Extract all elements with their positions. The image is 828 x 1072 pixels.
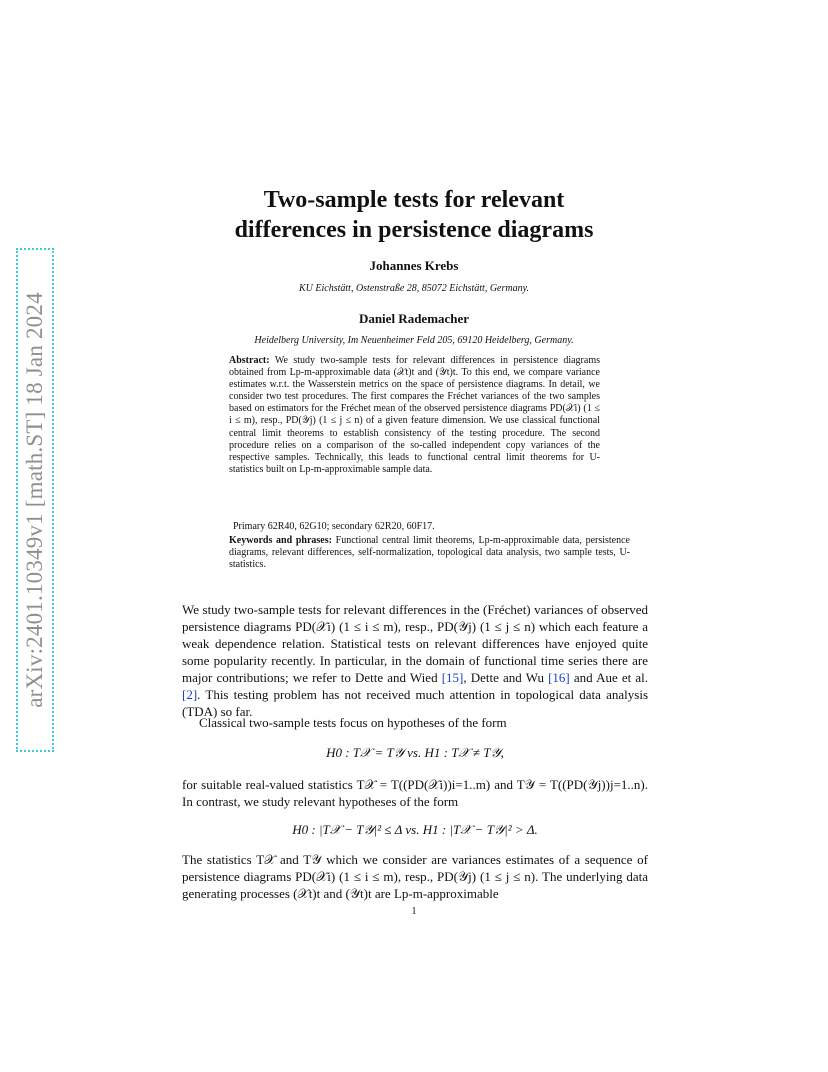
affiliation-2: Heidelberg University, Im Neuenheimer Feld 205, 69120 Heidelberg, Germany.: [254, 335, 574, 346]
citation-16[interactable]: [16]: [548, 670, 570, 685]
citation-15[interactable]: [15]: [441, 670, 464, 685]
keywords-text: Functional central limit theorems, Lp-m-approximable data, persistence diagrams, relevant differences, self-normalization, topological data analysis, two sample tests, U-statistics.: [229, 535, 630, 570]
author-1: Johannes Krebs: [369, 258, 459, 273]
para1-text-d: . This testing problem has not received much attention in topological data analysis (TDA) so far.: [182, 687, 648, 719]
abstract: [229, 355, 600, 476]
affiliation-1: KU Eichstätt, Ostenstraße 28, 85072 Eichstätt, Germany.: [299, 283, 529, 294]
paper-title: [170, 185, 658, 245]
intro-paragraph-4: The statistics T𝒳 and T𝒴 which we consider are variances estimates of a sequence of persistence diagrams PD(𝒳i) (1 ≤ i ≤ m), resp., PD(𝒴j) (1 ≤ j ≤ n). The underlying data generating processes (𝒳t)t and (𝒴t)t are Lp-m-approximable: [182, 852, 648, 901]
abstract-text: We study two-sample tests for relevant differences in persistence diagrams obtained from Lp-m-approximable data (𝒳t)t and (𝒴t)t. To this end, we compare variance estimates w.r.t. the Wasserstein metrics on the space of persistence diagrams. In detail, we consider two test procedures. The first compares the Fréchet variances of the two samples based on estimators for the Fréchet mean of the observed persistence diagrams PD(𝒳i) (1 ≤ i ≤ m), resp., PD(𝒴j) (1 ≤ j ≤ n) of a given feature dimension. We use classical functional central limit theorems to establish consistency of the testing procedure. The second procedure relies on a comparison of the so-called independent copy variances of the respective samples. Technically, this leads to functional central limit theorems for U-statistics built on Lp-m-approximable sample data.: [229, 355, 600, 475]
title-line-1: Two-sample tests for relevant: [263, 187, 565, 213]
equation-classical-hypotheses: H0 : T𝒳 = T𝒴 vs. H1 : T𝒳 ≠ T𝒴,: [326, 745, 504, 760]
citation-2[interactable]: [2]: [182, 687, 198, 702]
author-2: Daniel Rademacher: [358, 311, 470, 326]
keywords: [229, 535, 630, 571]
para1-text-b: , Dette and Wu: [463, 670, 549, 685]
para1-text-c: and Aue et al.: [569, 670, 649, 685]
arxiv-stamp: [16, 248, 54, 752]
keywords-label: Keywords and phrases:: [229, 535, 332, 546]
arxiv-stamp-text: arXiv:2401.10349v1 [math.ST] 18 Jan 2024: [22, 292, 47, 708]
intro-paragraph-1: [182, 601, 648, 720]
para1-text-a: We study two-sample tests for relevant differences in the (Fréchet) variances of observed persistence diagrams PD(𝒳i) (1 ≤ i ≤ m), resp., PD(𝒴j) (1 ≤ j ≤ n) which each feature a weak dependence relation. Statistical tests on relevant differences have enjoyed quite some popularity recently. In particular, in the domain of functional time series there are major contributions; we refer to Dette and Wied: [182, 602, 648, 685]
intro-paragraph-3: for suitable real-valued statistics T𝒳 = T((PD(𝒳i))i=1..m) and T𝒴 = T((PD(𝒴j))j=1..n). In contrast, we study relevant hypotheses of the form: [182, 777, 648, 809]
abstract-label: Abstract:: [229, 355, 270, 366]
msc-classification: Primary 62R40, 62G10; secondary 62R20, 60F17.: [233, 521, 435, 532]
intro-paragraph-2: Classical two-sample tests focus on hypotheses of the form: [199, 715, 507, 730]
equation-relevant-hypotheses: H0 : |T𝒳 − T𝒴|² ≤ Δ vs. H1 : |T𝒳 − T𝒴|² > Δ.: [292, 822, 538, 837]
page-number: 1: [411, 906, 417, 917]
title-line-2: differences in persistence diagrams: [234, 217, 594, 243]
